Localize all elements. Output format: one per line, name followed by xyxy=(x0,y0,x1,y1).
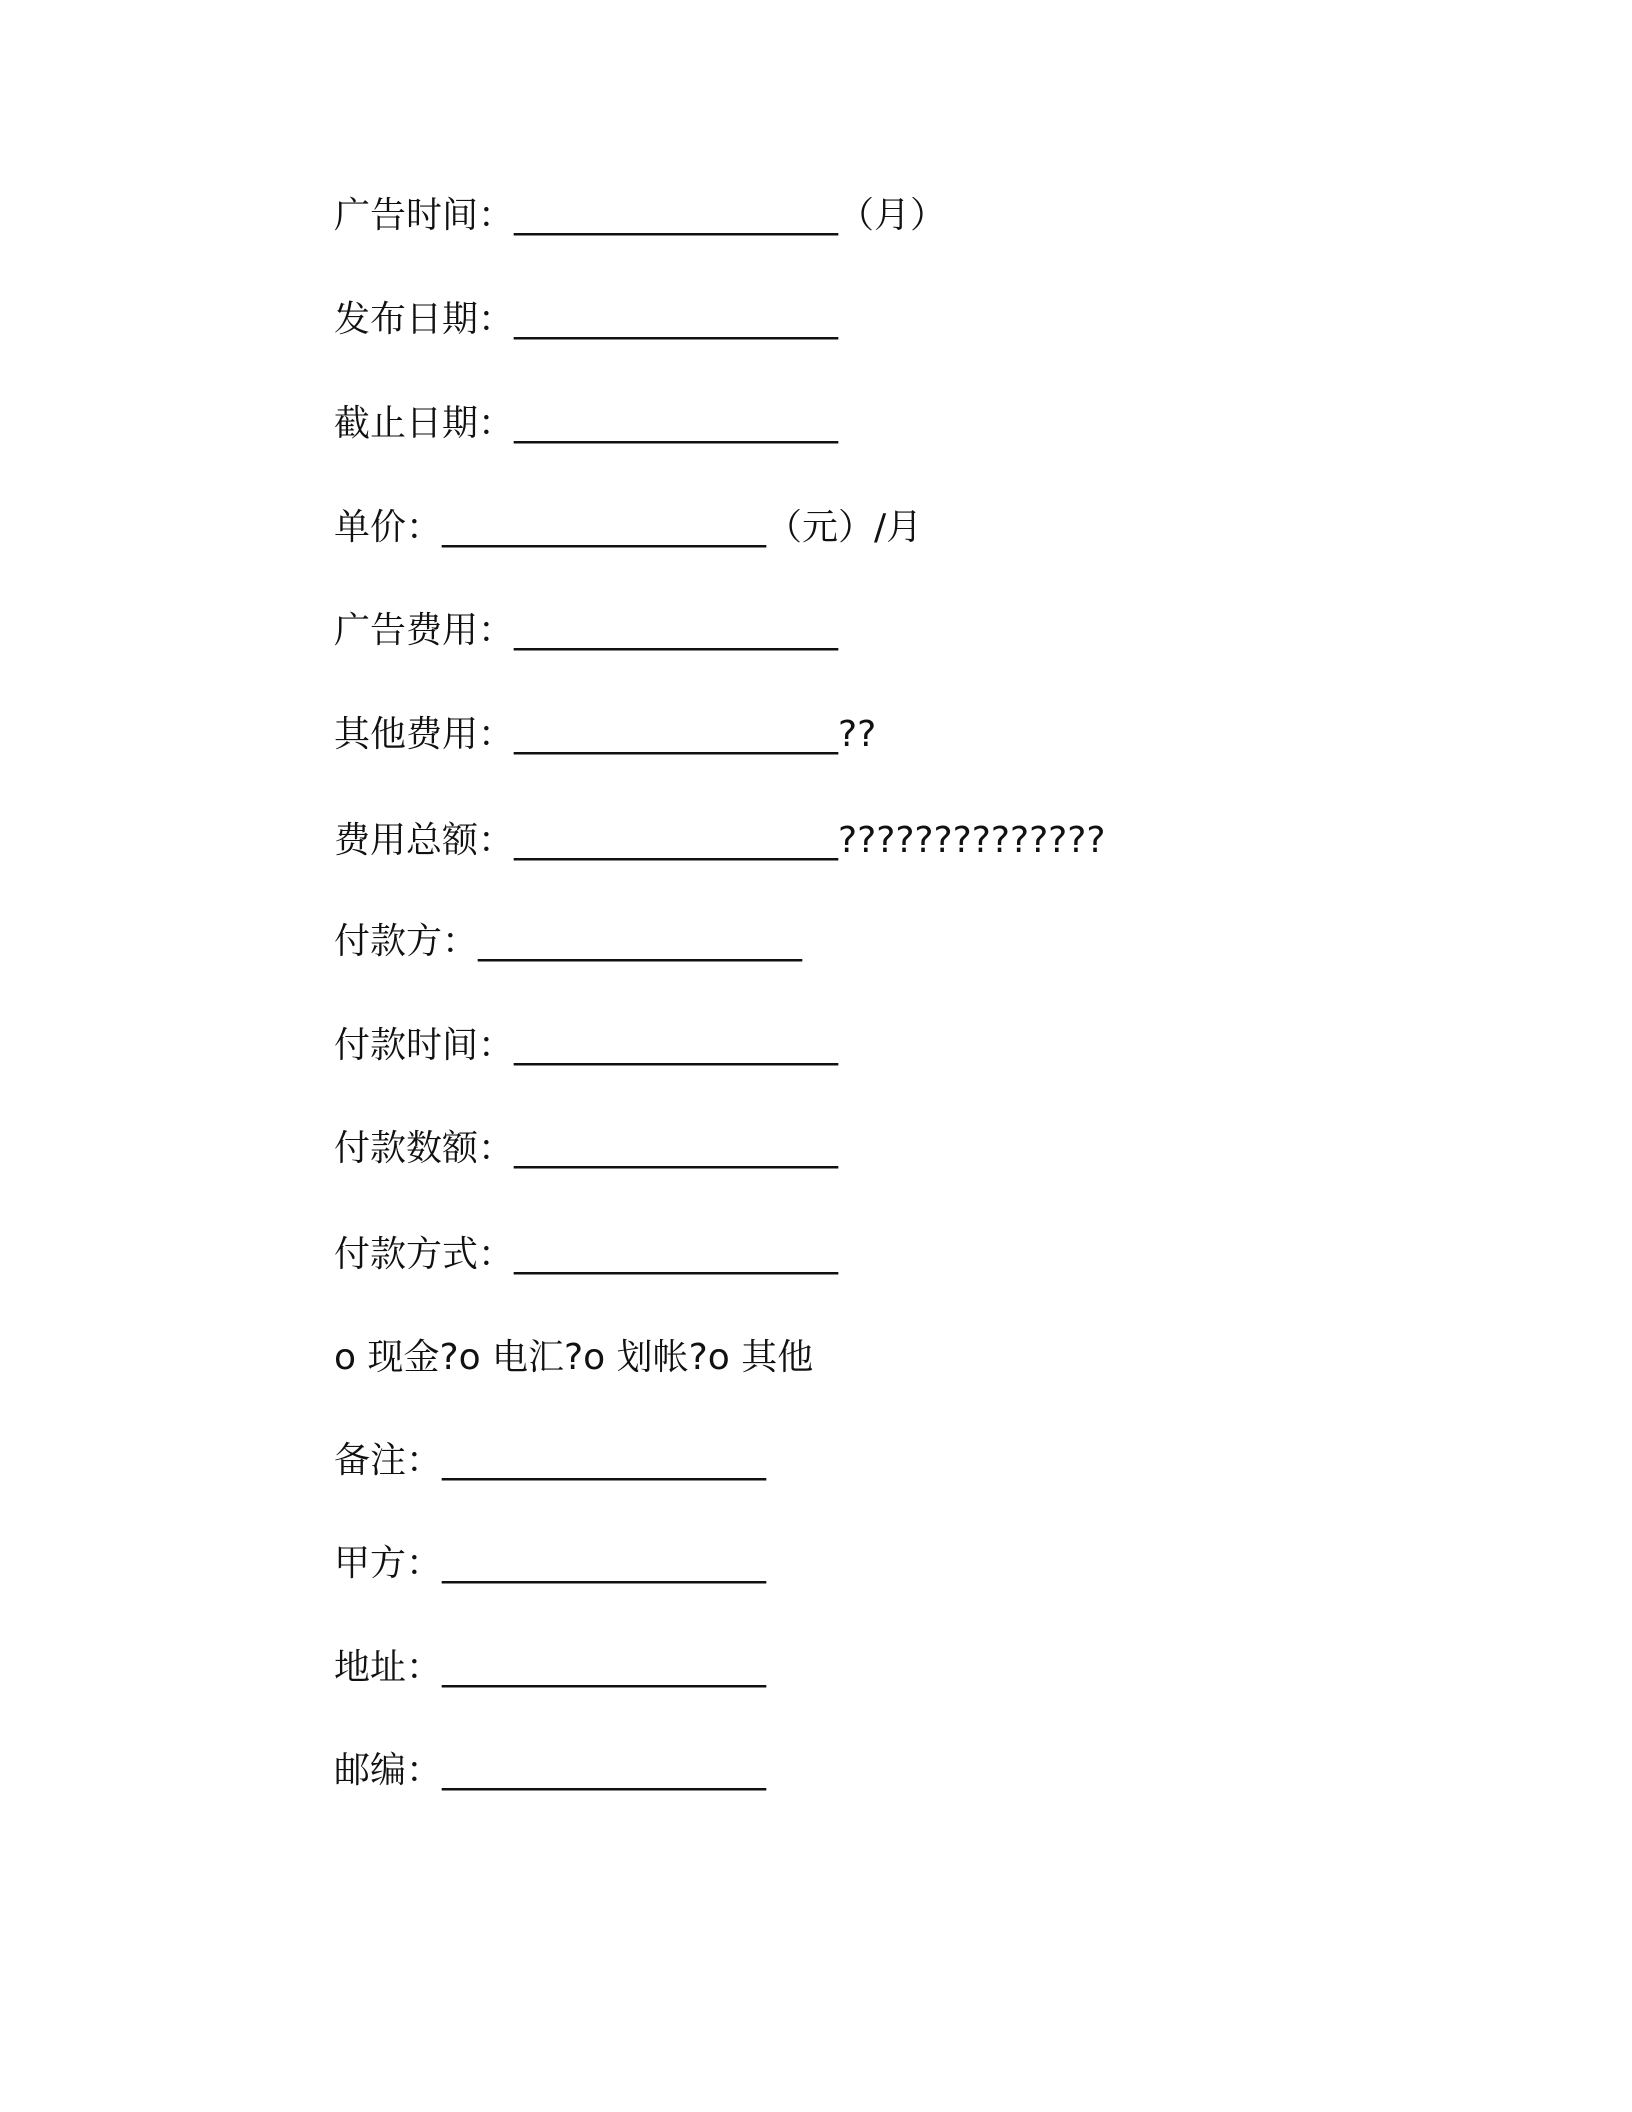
field-other-fee: 其他费用：__________________?? xyxy=(334,714,877,755)
field-postcode: 邮编：__________________ xyxy=(334,1750,767,1791)
field-unit-price: 单价：__________________（元）/月 xyxy=(334,507,923,548)
field-payment-amount: 付款数额：__________________ xyxy=(334,1128,839,1169)
field-ad-fee: 广告费用：__________________ xyxy=(334,610,839,651)
field-payment-time: 付款时间：__________________ xyxy=(334,1025,839,1066)
field-publish-date: 发布日期：__________________ xyxy=(334,299,839,340)
field-address: 地址：__________________ xyxy=(334,1647,767,1688)
field-payer: 付款方：__________________ xyxy=(334,921,803,962)
field-payment-method: 付款方式：__________________ xyxy=(334,1234,839,1275)
field-ad-time: 广告时间：__________________（月） xyxy=(334,195,947,236)
field-end-date: 截止日期：__________________ xyxy=(334,403,839,444)
field-party-a: 甲方：__________________ xyxy=(334,1543,767,1584)
field-total-fee: 费用总额：__________________?????????????? xyxy=(334,820,1106,861)
payment-options: o 现金?o 电汇?o 划帐?o 其他 xyxy=(334,1337,814,1378)
field-remarks: 备注：__________________ xyxy=(334,1440,767,1481)
